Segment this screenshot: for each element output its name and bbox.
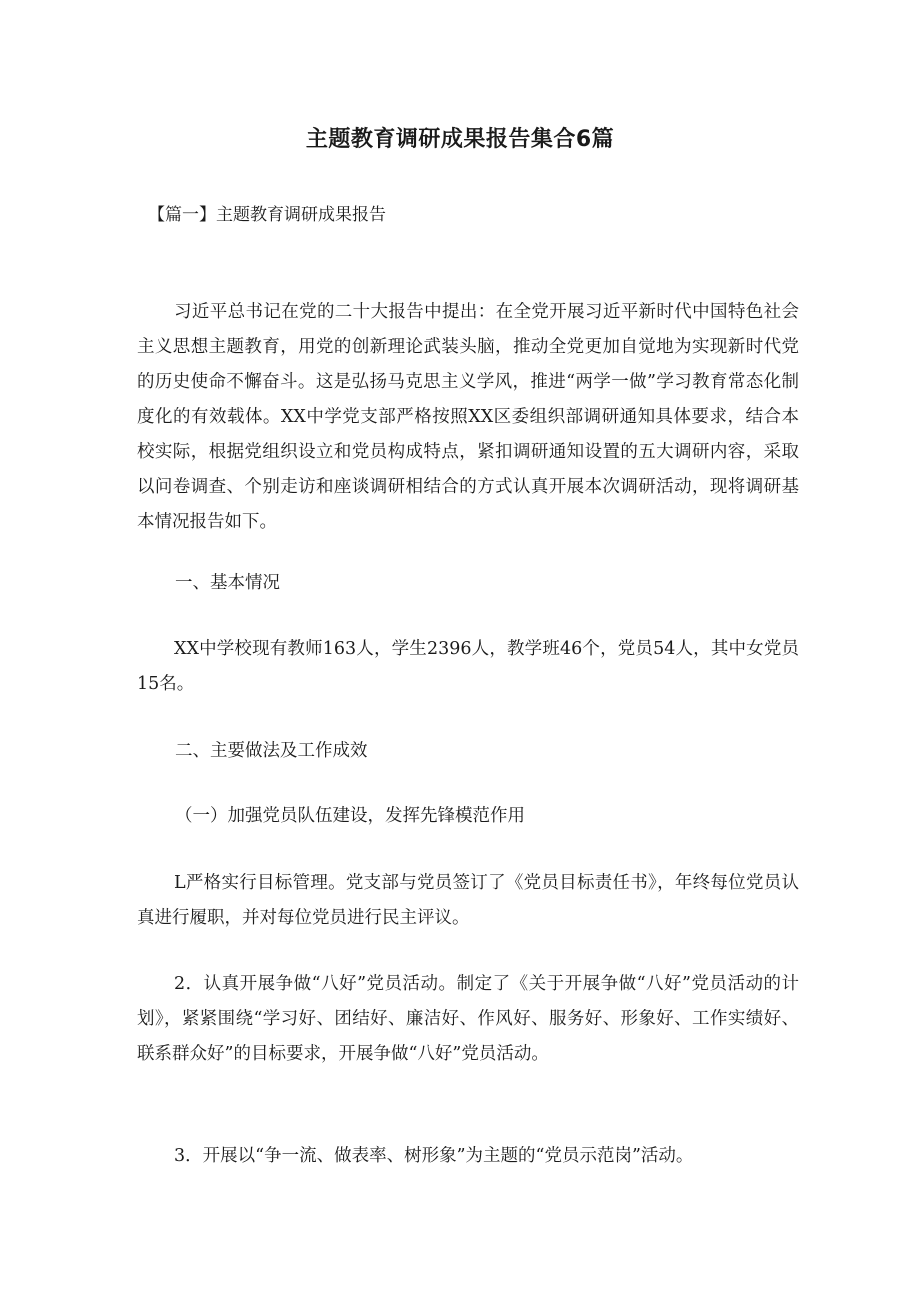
document-title: 主题教育调研成果报告集合6篇 [305,127,615,152]
section-heading: 【篇一】主题教育调研成果报告 [148,205,386,225]
item-2-paragraph: 2．认真开展争做“八好”党员活动。制定了《关于开展争做“八好”党员活动的计划》，紧紧围绕“学习好、团结好、廉洁好、作风好、服务好、形象好、工作实绩好、联系群众好”的目标要求，开展争做“八好”党员活动。 [137,974,799,1064]
basic-info-paragraph: XX中学校现有教师163人，学生2396人，教学班46个，党员54人，其中女党员15名。 [137,639,799,694]
item-1-paragraph: L严格实行目标管理。党支部与党员签订了《党员目标责任书》，年终每位党员认真进行履职，并对每位党员进行民主评议。 [137,873,799,928]
heading-main-practices: 二、主要做法及工作成效 [175,741,368,761]
heading-basic-info: 一、基本情况 [175,573,280,593]
intro-paragraph: 习近平总书记在党的二十大报告中提出：在全党开展习近平新时代中国特色社会主义思想主题教育，用党的创新理论武装头脑，推动全党更加自觉地为实现新时代党的历史使命不懈奋斗。这是弘扬马克思主义学风，推进“两学一做”学习教育常态化制度化的有效载体。XX中学党支部严格按照XX区委组织部调研通知具体要求，结合本校实际，根据党组织设立和党员构成特点，紧扣调研通知设置的五大调研内容，采取以问卷调查、个别走访和座谈调研相结合的方式认真开展本次调研活动，现将调研基本情况报告如下。 [137,302,799,532]
item-3-paragraph: 3．开展以“争一流、做表率、树形象”为主题的“党员示范岗”活动。 [174,1146,694,1166]
subheading-party-team: （一）加强党员队伍建设，发挥先锋模范作用 [175,806,525,826]
